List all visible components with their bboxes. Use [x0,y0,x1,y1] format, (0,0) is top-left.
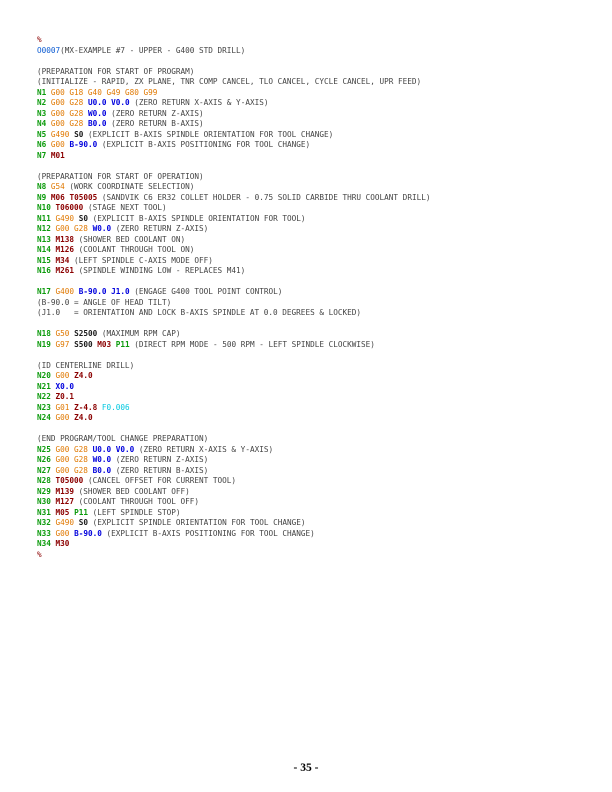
code-token: (STAGE NEXT TOOL) [83,203,167,212]
blank-line [37,56,597,67]
code-token: (SHOWER BED COOLANT OFF) [74,486,190,496]
code-token: N27 [37,465,51,475]
code-token: S0 [74,129,84,139]
code-line [37,455,597,466]
code-line [37,224,597,235]
code-token: N12 [37,224,51,233]
code-token: (EXPLICIT B-AXIS POSITIONING FOR TOOL CHANGE) [101,528,315,538]
code-token: G00 [55,413,70,422]
code-token: (SHOWER BED COOLANT ON) [74,234,186,244]
code-line [37,539,597,550]
code-token: M127 [55,497,75,506]
code-line [37,46,597,57]
code-token: N28 [37,476,51,485]
blank-line [37,350,597,361]
code-line [37,466,597,477]
code-line [37,98,597,109]
code-token: Z4.0 [74,413,93,422]
blank-line [37,277,597,288]
code-token: T05000 [55,476,84,485]
code-token: (ZERO RETURN Z-AXIS) [106,108,204,118]
code-token: (ZERO RETURN Z-AXIS) [111,455,209,464]
code-token: (EXPLICIT B-AXIS POSITIONING FOR TOOL CHANGE) [97,140,311,149]
code-token: N24 [37,413,51,422]
code-token: S0 [78,213,88,223]
code-line [37,182,597,193]
code-token: N30 [37,497,51,506]
code-token: (SANDVIK C6 ER32 COLLET HOLDER - 0.75 SOLID CARBIDE THRU COOLANT DRILL) [97,192,431,202]
code-line [37,508,597,519]
code-token: (PREPARATION FOR START OF OPERATION) [37,171,204,181]
code-token: N26 [37,455,51,464]
code-token: N21 [37,381,51,391]
code-token: (INITIALIZE - RAPID, ZX PLANE, TNR COMP CANCEL, TLO CANCEL, CYCLE CANCEL, UPR FEED) [37,77,422,86]
code-token: N1 [37,87,47,97]
code-line [37,172,597,183]
code-line [37,119,597,130]
code-token: P11 [115,339,130,349]
code-token: % [37,549,42,559]
code-line [37,382,597,393]
code-line [37,487,597,498]
code-token: U0.0 V0.0 [92,444,135,454]
code-token: (ZERO RETURN X-AXIS & Y-AXIS) [134,444,274,454]
code-token: M05 [55,507,70,517]
code-token: N32 [37,518,51,527]
code-token: Z4.0 [74,371,93,380]
code-token: N31 [37,507,51,517]
code-token: S500 [74,339,93,349]
code-token: N15 [37,255,51,265]
code-token: (PREPARATION FOR START OF PROGRAM) [37,66,195,76]
code-line [37,329,597,340]
code-token: (LEFT SPINDLE C-AXIS MODE OFF) [69,255,213,265]
code-token: (SPINDLE WINDING LOW - REPLACES M41) [74,266,246,275]
code-token: G00 G28 [50,119,84,128]
code-token: (ZERO RETURN Z-AXIS) [111,224,209,233]
code-line [37,308,597,319]
code-line [37,287,597,298]
code-line [37,550,597,561]
code-token: G00 G28 [55,224,88,233]
code-token: G00 [50,140,65,149]
code-token: U0.0 V0.0 [87,98,130,107]
blank-line [37,424,597,435]
code-token: N5 [37,129,47,139]
code-token: M139 [55,486,75,496]
code-token: M01 [50,150,65,160]
code-token: N25 [37,444,51,454]
code-line [37,245,597,256]
code-token: N18 [37,329,51,338]
code-token: N11 [37,213,51,223]
code-token: (ZERO RETURN X-AXIS & Y-AXIS) [129,98,269,107]
code-line [37,392,597,403]
code-token: N9 [37,192,47,202]
code-token: (ZERO RETURN B-AXIS) [111,465,209,475]
code-token: M34 [55,255,70,265]
code-token: (EXPLICIT B-AXIS SPINDLE ORIENTATION FOR TOOL CHANGE) [83,129,334,139]
code-line [37,434,597,445]
code-token: N17 [37,287,51,296]
code-token: N8 [37,182,47,191]
code-token: G00 G28 [50,108,84,118]
code-token: Z-4.8 [74,402,98,412]
code-line [37,266,597,277]
code-token: B0.0 [92,465,112,475]
code-token: G01 [55,402,70,412]
code-token: G490 [55,213,75,223]
code-token: (CANCEL OFFSET FOR CURRENT TOOL) [83,476,237,485]
code-line [37,371,597,382]
code-token: M03 [97,339,112,349]
code-line [37,35,597,46]
code-token: T05005 [69,192,98,202]
code-token: (DIRECT RPM MODE - 500 RPM - LEFT SPINDLE CLOCKWISE) [129,339,375,349]
code-line [37,130,597,141]
code-token: G490 [50,129,70,139]
code-token: G00 G28 [55,444,88,454]
code-token: G400 [55,287,75,296]
nc-program-listing [37,35,597,560]
code-line [37,67,597,78]
code-token: % [37,35,42,44]
code-token: N14 [37,245,51,254]
code-token: (COOLANT THROUGH TOOL ON) [74,245,195,254]
code-token: M06 [50,192,65,202]
code-token: Z0.1 [55,392,75,401]
blank-line [37,319,597,330]
code-token: N3 [37,108,47,118]
page-number: - 35 - [293,762,319,774]
code-token: G00 [55,371,70,380]
code-line [37,109,597,120]
code-token: W0.0 [87,108,107,118]
code-line [37,298,597,309]
code-token: W0.0 [92,224,112,233]
code-token: W0.0 [92,455,112,464]
code-line [37,88,597,99]
code-token: N22 [37,392,51,401]
code-token: N2 [37,98,47,107]
code-token: B-90.0 [74,528,102,538]
code-token: G50 [55,329,70,338]
code-token: B-90.0 [69,140,98,149]
code-token: (ZERO RETURN B-AXIS) [106,119,204,128]
code-token: S2500 [74,329,98,338]
code-token: G00 G18 G40 G49 G80 G99 [50,87,158,97]
code-token: N10 [37,203,51,212]
code-token: (ID CENTERLINE DRILL) [37,360,135,370]
code-line [37,445,597,456]
code-token: (LEFT SPINDLE STOP) [87,507,181,517]
code-token: X0.0 [55,381,75,391]
code-token: (B-90.0 = ANGLE OF HEAD TILT) [37,297,172,307]
code-token: N4 [37,119,47,128]
code-token: N7 [37,150,47,160]
code-token: (J1.0 = ORIENTATION AND LOCK B-AXIS SPINDLE AT 0.0 DEGREES & LOCKED) [37,308,361,317]
code-token: G54 [50,182,65,191]
code-token: T06000 [55,203,84,212]
code-token: (ENGAGE G400 TOOL POINT CONTROL) [129,287,283,296]
code-token: N23 [37,402,51,412]
code-token: N6 [37,140,47,149]
code-line [37,529,597,540]
code-line [37,214,597,225]
code-token: F0.006 [101,402,130,412]
code-line [37,235,597,246]
code-line [37,361,597,372]
code-token: (MX-EXAMPLE #7 - UPPER - G400 STD DRILL) [60,45,246,55]
code-token: G490 [55,518,75,527]
code-token: N13 [37,234,51,244]
code-line [37,413,597,424]
code-token: N34 [37,539,51,548]
code-line [37,476,597,487]
code-token: (MAXIMUM RPM CAP) [97,329,181,338]
code-token: M30 [55,539,70,548]
code-token: B-90.0 J1.0 [78,287,130,296]
code-token: N19 [37,339,51,349]
code-token: G00 [55,528,70,538]
code-token: M126 [55,245,75,254]
blank-line [37,161,597,172]
code-token: P11 [74,507,88,517]
code-token: M261 [55,266,75,275]
code-token: S0 [78,518,88,527]
code-token: O0007 [37,45,61,55]
code-token: M138 [55,234,75,244]
code-line [37,403,597,414]
code-token: N20 [37,371,51,380]
code-token: N16 [37,266,51,275]
code-token: G00 G28 [55,455,88,464]
code-token: (EXPLICIT B-AXIS SPINDLE ORIENTATION FOR TOOL) [87,213,306,223]
code-token: G97 [55,339,70,349]
code-token: B0.0 [87,119,107,128]
code-line [37,77,597,88]
code-token: G00 G28 [50,98,84,107]
code-line [37,256,597,267]
code-line [37,193,597,204]
code-line [37,340,597,351]
code-token: (COOLANT THROUGH TOOL OFF) [74,497,200,506]
code-token: G00 G28 [55,465,88,475]
code-token: N29 [37,486,51,496]
code-token: (WORK COORDINATE SELECTION) [64,182,195,191]
code-line [37,497,597,508]
code-token: N33 [37,528,51,538]
code-line [37,203,597,214]
code-token: (END PROGRAM/TOOL CHANGE PREPARATION) [37,434,209,443]
code-token: (EXPLICIT SPINDLE ORIENTATION FOR TOOL CHANGE) [87,518,306,527]
code-line [37,140,597,151]
code-line [37,151,597,162]
code-line [37,518,597,529]
